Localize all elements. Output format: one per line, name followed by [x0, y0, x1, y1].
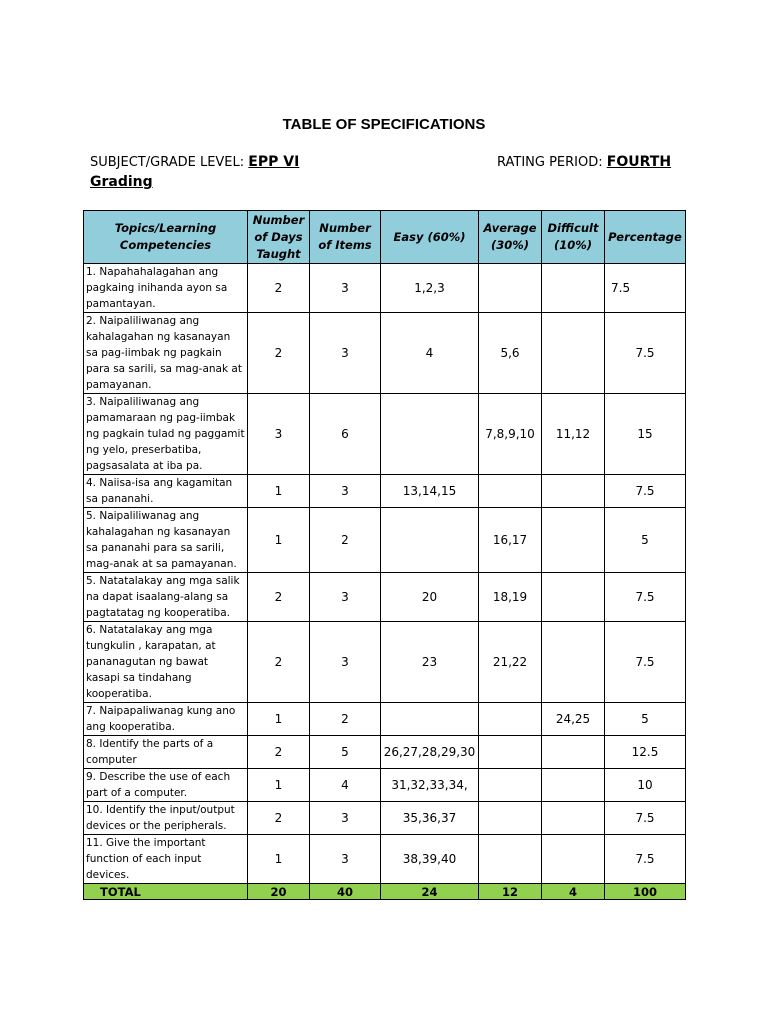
cell-percentage: 7.5	[605, 313, 686, 394]
cell-topic: 5. Natatalakay ang mga salik na dapat isaalang-alang sa pagtatatag ng kooperatiba.	[84, 573, 248, 622]
cell-items: 3	[310, 622, 381, 703]
cell-difficult	[542, 508, 605, 573]
cell-topic: 7. Naipapaliwanag kung ano ang kooperatiba.	[84, 703, 248, 736]
cell-days: 2	[248, 736, 310, 769]
cell-easy: 23	[381, 622, 479, 703]
cell-average: 18,19	[479, 573, 542, 622]
cell-items: 3	[310, 313, 381, 394]
table-row	[84, 264, 686, 313]
table-row	[84, 508, 686, 573]
cell-topic: 5. Naipaliliwanag ang kahalagahan ng kasanayan sa pananahi para sa sarili, mag-anak at sa pamayanan.	[84, 508, 248, 573]
cell-average	[479, 736, 542, 769]
cell-percentage: 5	[605, 703, 686, 736]
cell-easy: 4	[381, 313, 479, 394]
cell-difficult: 24,25	[542, 703, 605, 736]
table-row	[84, 835, 686, 884]
cell-items: 3	[310, 475, 381, 508]
cell-items: 5	[310, 736, 381, 769]
rating-value: FOURTH	[606, 154, 672, 170]
cell-topic: 10. Identify the input/output devices or the peripherals.	[84, 802, 248, 835]
cell-easy: 31,32,33,34,	[381, 769, 479, 802]
cell-difficult: 11,12	[542, 394, 605, 475]
header-items: Number of Items	[310, 211, 381, 264]
rating-label: RATING PERIOD:	[497, 155, 603, 170]
cell-days: 1	[248, 508, 310, 573]
cell-percentage: 7.5	[605, 622, 686, 703]
table-header-row	[84, 211, 686, 264]
cell-difficult	[542, 264, 605, 313]
cell-average	[479, 835, 542, 884]
cell-days: 2	[248, 264, 310, 313]
cell-topic: 8. Identify the parts of a computer	[84, 736, 248, 769]
header-easy: Easy (60%)	[381, 211, 479, 264]
cell-average	[479, 802, 542, 835]
cell-days: 1	[248, 703, 310, 736]
total-label: TOTAL	[84, 884, 248, 900]
cell-days: 3	[248, 394, 310, 475]
cell-topic: 11. Give the important function of each input devices.	[84, 835, 248, 884]
cell-days: 2	[248, 622, 310, 703]
cell-percentage: 7.5	[605, 573, 686, 622]
subject-line	[90, 154, 299, 170]
table-row	[84, 703, 686, 736]
cell-difficult	[542, 573, 605, 622]
cell-difficult	[542, 769, 605, 802]
cell-difficult	[542, 475, 605, 508]
cell-average	[479, 264, 542, 313]
cell-topic: 1. Napahahalagahan ang pagkaing inihanda ayon sa pamantayan.	[84, 264, 248, 313]
cell-average: 7,8,9,10	[479, 394, 542, 475]
cell-easy: 26,27,28,29,30	[381, 736, 479, 769]
cell-items: 3	[310, 264, 381, 313]
cell-percentage: 7.5	[605, 475, 686, 508]
cell-percentage: 15	[605, 394, 686, 475]
cell-topic: 6. Natatalakay ang mga tungkulin , karapatan, at pananagutan ng bawat kasapi sa tindahang kooperatiba.	[84, 622, 248, 703]
header-percentage: Percentage	[605, 211, 686, 264]
cell-average	[479, 703, 542, 736]
total-easy: 24	[381, 884, 479, 900]
cell-average: 5,6	[479, 313, 542, 394]
rating-line	[497, 154, 671, 170]
cell-easy: 35,36,37	[381, 802, 479, 835]
cell-average: 21,22	[479, 622, 542, 703]
table-row	[84, 394, 686, 475]
table-row	[84, 475, 686, 508]
subject-label: SUBJECT/GRADE LEVEL:	[90, 155, 245, 170]
table-row	[84, 769, 686, 802]
total-percentage: 100	[605, 884, 686, 900]
cell-days: 2	[248, 802, 310, 835]
total-average: 12	[479, 884, 542, 900]
cell-items: 6	[310, 394, 381, 475]
cell-percentage: 10	[605, 769, 686, 802]
cell-easy: 1,2,3	[381, 264, 479, 313]
cell-average: 16,17	[479, 508, 542, 573]
specifications-table	[83, 210, 686, 900]
total-difficult: 4	[542, 884, 605, 900]
cell-topic: 3. Naipaliliwanag ang pamamaraan ng pag-iimbak ng pagkain tulad ng paggamit ng yelo, preserbatiba, pagsasalata at iba pa.	[84, 394, 248, 475]
cell-items: 3	[310, 802, 381, 835]
document-title: TABLE OF SPECIFICATIONS	[282, 116, 486, 133]
cell-days: 1	[248, 475, 310, 508]
cell-days: 2	[248, 313, 310, 394]
cell-days: 1	[248, 769, 310, 802]
rating-value-continued: Grading	[90, 174, 153, 190]
cell-percentage: 5	[605, 508, 686, 573]
cell-difficult	[542, 802, 605, 835]
cell-easy: 13,14,15	[381, 475, 479, 508]
table-row	[84, 573, 686, 622]
cell-days: 2	[248, 573, 310, 622]
cell-average	[479, 475, 542, 508]
cell-percentage: 7.5	[605, 264, 686, 313]
cell-items: 2	[310, 508, 381, 573]
table-row	[84, 622, 686, 703]
cell-items: 2	[310, 703, 381, 736]
header-average: Average (30%)	[479, 211, 542, 264]
cell-days: 1	[248, 835, 310, 884]
subject-value: EPP VI	[248, 154, 300, 170]
cell-easy	[381, 394, 479, 475]
cell-percentage: 7.5	[605, 802, 686, 835]
cell-topic: 9. Describe the use of each part of a computer.	[84, 769, 248, 802]
cell-easy: 38,39,40	[381, 835, 479, 884]
cell-difficult	[542, 622, 605, 703]
cell-items: 3	[310, 835, 381, 884]
table-row	[84, 802, 686, 835]
cell-items: 3	[310, 573, 381, 622]
cell-difficult	[542, 835, 605, 884]
cell-percentage: 12.5	[605, 736, 686, 769]
cell-topic: 4. Naiisa-isa ang kagamitan sa pananahi.	[84, 475, 248, 508]
header-difficult: Difficult (10%)	[542, 211, 605, 264]
cell-percentage: 7.5	[605, 835, 686, 884]
total-items: 40	[310, 884, 381, 900]
header-topics: Topics/Learning Competencies	[84, 211, 248, 264]
cell-topic: 2. Naipaliliwanag ang kahalagahan ng kasanayan sa pag-iimbak ng pagkain para sa sarili, sa mag-anak at pamayanan.	[84, 313, 248, 394]
cell-difficult	[542, 313, 605, 394]
header-days: Number of Days Taught	[248, 211, 310, 264]
total-days: 20	[248, 884, 310, 900]
table-row	[84, 313, 686, 394]
cell-easy	[381, 508, 479, 573]
cell-average	[479, 769, 542, 802]
cell-difficult	[542, 736, 605, 769]
table-row	[84, 736, 686, 769]
cell-easy: 20	[381, 573, 479, 622]
cell-easy	[381, 703, 479, 736]
cell-items: 4	[310, 769, 381, 802]
total-row	[84, 884, 686, 900]
